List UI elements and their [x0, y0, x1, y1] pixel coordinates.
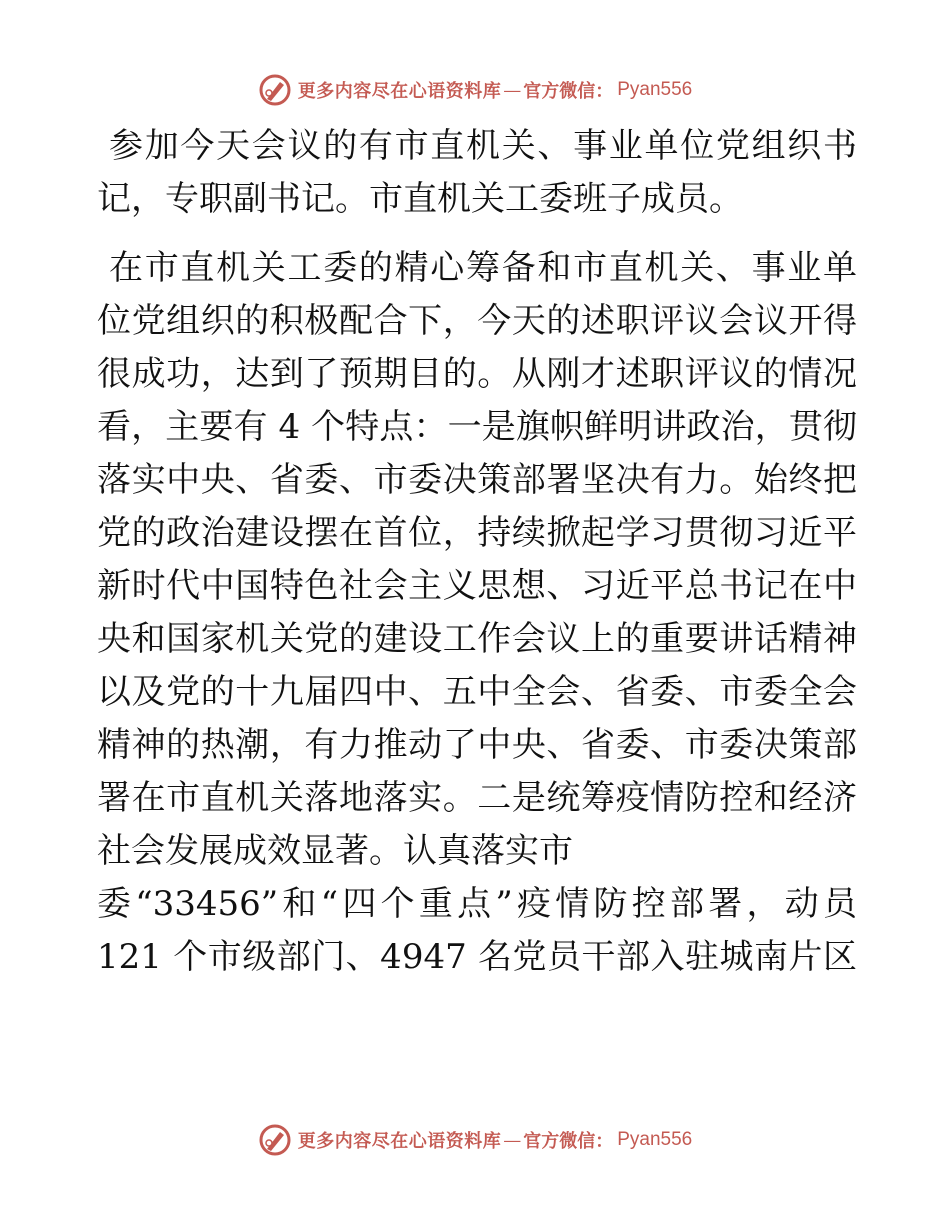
text-line: 委“33456”和“四个重点”疫情防控部署，动员 [97, 884, 857, 924]
text-line: 央和国家机关党的建设工作会议上的重要讲话精神 [97, 619, 857, 659]
pen-circle-logo-icon [258, 1123, 292, 1157]
text-line: 署在市直机关落地落实。二是统筹疫情防控和经济 [97, 778, 857, 818]
text-line: 位党组织的积极配合下，今天的述职评议会议开得 [97, 301, 857, 341]
text-line: 社会发展成效显著。认真落实市 [97, 831, 573, 871]
watermark-label: 官方微信： [523, 1131, 614, 1152]
text-line: 以及党的十九届四中、五中全会、省委、市委全会 [97, 672, 857, 712]
text-line: 精神的热潮，有力推动了中央、省委、市委决策部 [97, 725, 857, 765]
text-line: 参加今天会议的有市直机关、事业单位党组织书 [109, 126, 857, 166]
watermark-wechat-id: Pyan556 [617, 1129, 693, 1150]
watermark-wechat-id: Pyan556 [617, 79, 693, 100]
watermark-text: 更多内容尽在心语资料库 [297, 81, 502, 102]
text-line: 很成功，达到了预期目的。从刚才述职评议的情况 [97, 354, 857, 394]
text-line: 121 个市级部门、4947 名党员干部入驻城南片区 [97, 937, 857, 977]
text-line: 落实中央、省委、市委决策部署坚决有力。始终把 [97, 460, 857, 500]
text-line: 新时代中国特色社会主义思想、习近平总书记在中 [97, 566, 857, 606]
watermark-text: 更多内容尽在心语资料库 [297, 1131, 502, 1152]
text-line: 在市直机关工委的精心筹备和市直机关、事业单 [109, 248, 857, 288]
watermark-footer [0, 1120, 950, 1160]
watermark-separator: — [503, 1129, 522, 1151]
text-line: 党的政治建设摆在首位，持续掀起学习贯彻习近平 [97, 513, 857, 553]
text-line: 看，主要有 4 个特点：一是旗帜鲜明讲政治，贯彻 [97, 407, 857, 447]
paragraph-1 [97, 120, 857, 226]
text-line: 记，专职副书记。市直机关工委班子成员。 [97, 179, 743, 219]
watermark-header [0, 70, 950, 110]
document-body [97, 120, 857, 984]
pen-circle-logo-icon [258, 73, 292, 107]
watermark-separator: — [503, 79, 522, 101]
watermark-label: 官方微信： [523, 81, 614, 102]
paragraph-2 [97, 242, 857, 984]
